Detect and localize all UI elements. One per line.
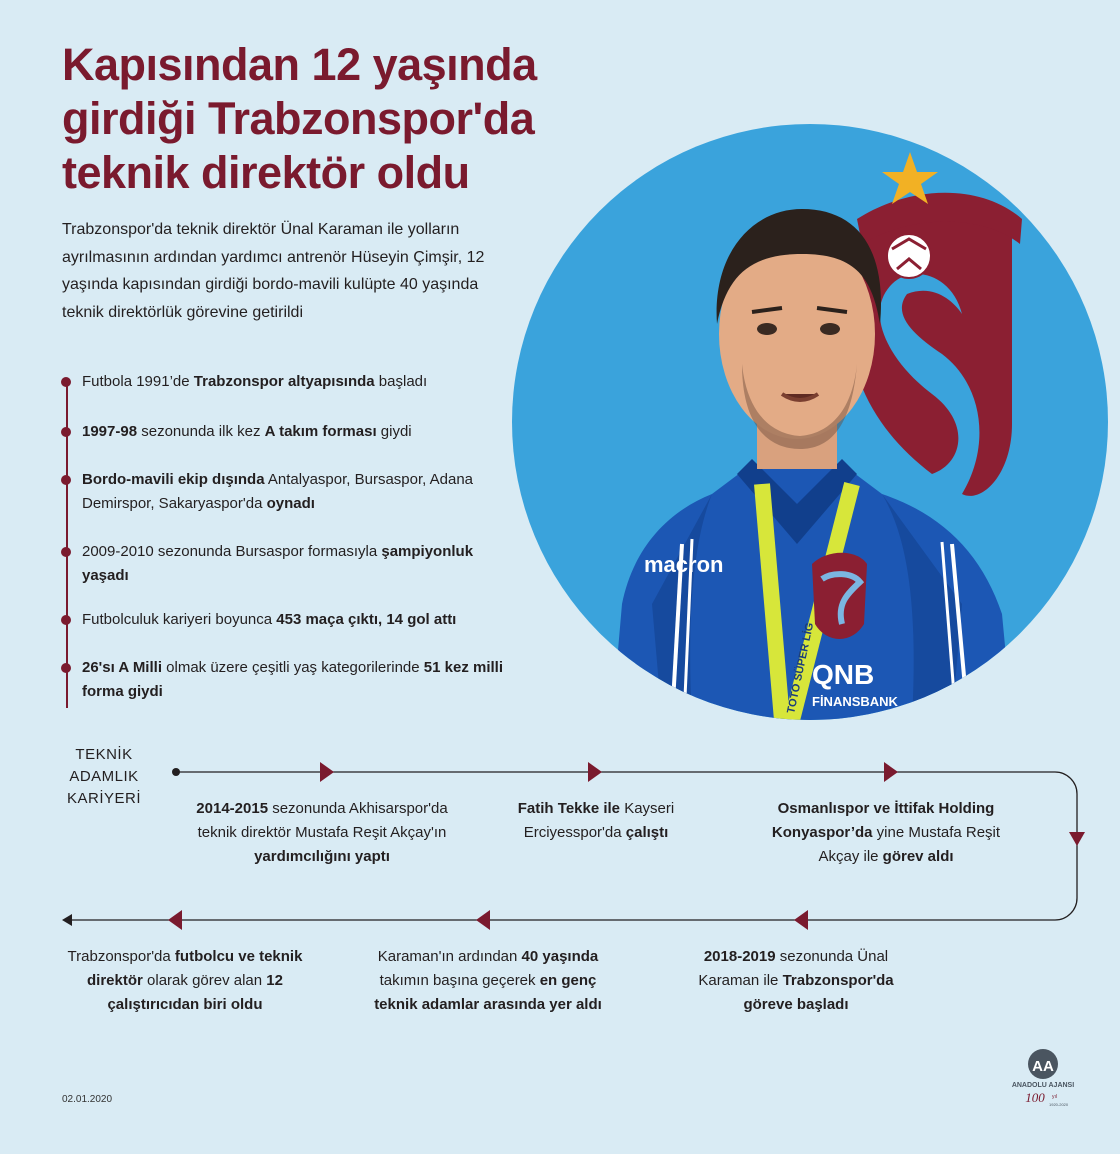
anniversary-unit: yıl	[1052, 1094, 1057, 1100]
timeline-step: Fatih Tekke ile Kayseri Erciyesspor'da çalıştı	[517, 800, 675, 841]
anniversary-years: 1920-2020	[1049, 1102, 1069, 1107]
sponsor-sub: FİNANSBANK	[812, 694, 898, 709]
fact-item: 1997-98 sezonunda ilk kez A takım forması giydi	[82, 420, 522, 444]
title-line-2: girdiği Trabzonspor'da	[62, 93, 535, 144]
anniversary-number: 100	[1025, 1090, 1045, 1105]
anadolu-ajansi-logo	[1008, 1046, 1078, 1112]
timeline-marker	[1069, 832, 1085, 846]
timeline-step: Trabzonspor'da futbolcu ve teknik direktör olarak görev alan 12 çalıştırıcıdan biri oldu	[67, 948, 303, 1013]
timeline-marker	[588, 762, 602, 782]
timeline-marker	[794, 910, 808, 930]
title-line-3: teknik direktör oldu	[62, 147, 470, 198]
svg-text:AA: AA	[1032, 1058, 1054, 1075]
timeline-step: 2014-2015 sezonunda Akhisarspor'da teknik direktör Mustafa Reşit Akçay'ın yardımcılığını yaptı	[196, 800, 448, 865]
timeline-marker	[884, 762, 898, 782]
timeline-step: Osmanlıspor ve İttifak Holding Konyaspor’da yine Mustafa Reşit Akçay ile görev aldı	[771, 800, 1001, 865]
timeline-label: TEKNİK ADAMLIK KARİYERİ	[66, 746, 142, 807]
fact-item: Futbola 1991’de Trabzonspor altyapısında başladı	[82, 370, 522, 394]
fact-item: Bordo-mavili ekip dışında Antalyaspor, Bursaspor, Adana Demirspor, Sakaryaspor'da oynadı	[82, 468, 522, 516]
intro-paragraph: Trabzonspor'da teknik direktör Ünal Karaman ile yolların ayrılmasının ardından yardımcı antrenör Hüseyin Çimşir, 12 yaşında kapısından girdiği bordo-mavili kulüpte 40 yaşında teknik direktörlük görevine getirildi	[62, 221, 485, 321]
timeline-marker	[168, 910, 182, 930]
jacket-brand: macron	[644, 552, 724, 577]
lanyard-text: TOTO SÜPER LİG	[785, 621, 817, 715]
agency-name: ANADOLU AJANSI	[1011, 1082, 1075, 1089]
fact-item: Futbolculuk kariyeri boyunca 453 maça çıktı, 14 gol attı	[82, 608, 522, 632]
fact-item: 2009-2010 sezonunda Bursaspor formasıyla şampiyonluk yaşadı	[82, 540, 522, 588]
sponsor-logo: QNB	[812, 659, 875, 690]
title-line-1: Kapısından 12 yaşında	[62, 39, 537, 90]
timeline-step: 2018-2019 sezonunda Ünal Karaman ile Trabzonspor'da göreve başladı	[698, 948, 894, 1013]
timeline-arrowhead	[62, 914, 72, 926]
publish-date: 02.01.2020	[62, 1094, 113, 1105]
timeline-step: Karaman'ın ardından 40 yaşında takımın başına geçerek en genç teknik adamlar arasında yer aldı	[374, 948, 602, 1013]
fact-item: 26'sı A Milli olmak üzere çeşitli yaş kategorilerinde 51 kez milli forma giydi	[82, 656, 522, 704]
timeline-marker	[476, 910, 490, 930]
timeline-marker	[320, 762, 334, 782]
